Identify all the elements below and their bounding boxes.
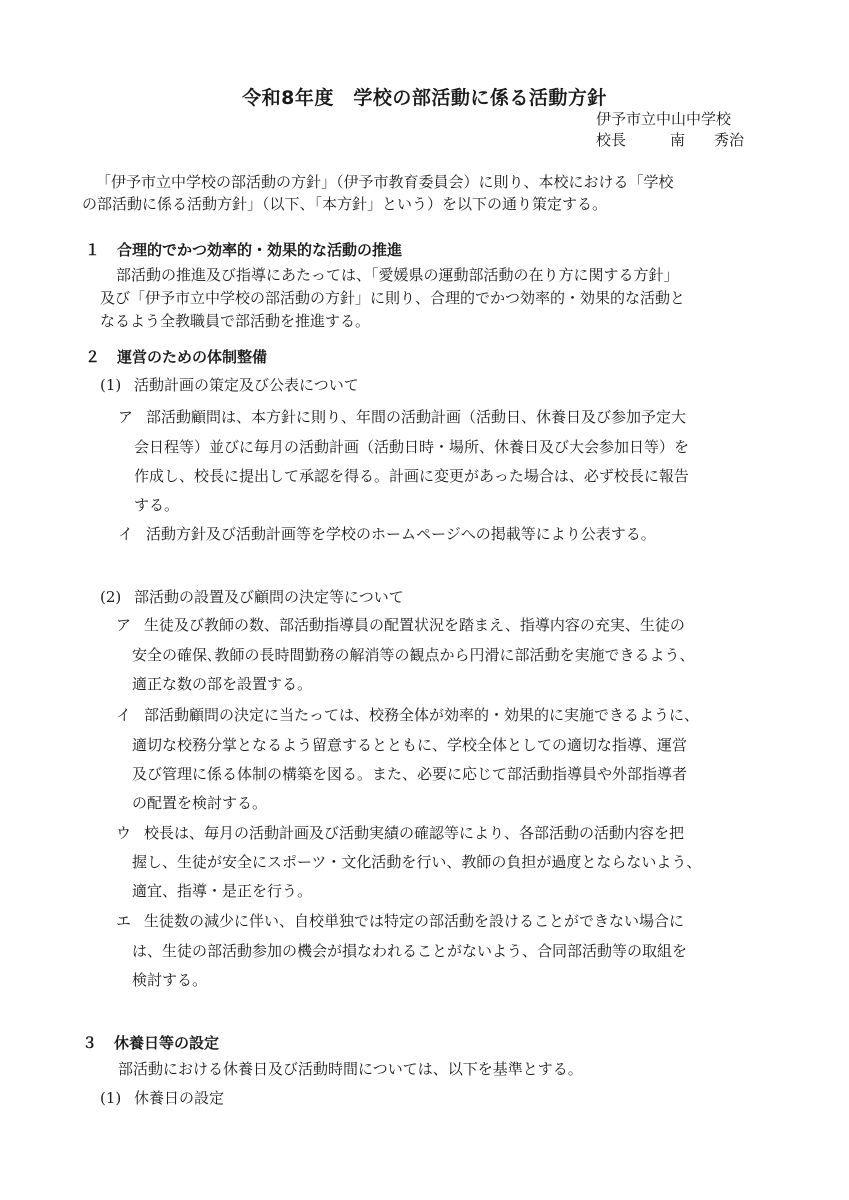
item-2-1-a xyxy=(118,406,686,427)
item-mark: イ xyxy=(118,525,134,543)
section-1-heading xyxy=(85,239,402,260)
subsection-2-2-heading xyxy=(100,586,404,607)
school-name: 伊予市立中山中学校 xyxy=(596,110,732,128)
section-3-text-line: 部活動における休養日及び活動時間については、以下を基準とする。 xyxy=(118,1060,583,1078)
subsection-2-1-heading xyxy=(100,374,359,395)
section-3-heading xyxy=(82,1032,219,1053)
item-text-line: の配置を検討する。 xyxy=(132,794,268,812)
section-title: 休養日等の設定 xyxy=(114,1034,220,1052)
subsection-number: (2) xyxy=(100,588,122,606)
subsection-3-1-heading xyxy=(100,1087,224,1108)
item-text-line: 生徒数の減少に伴い、自校単独では特定の部活動を設けることができない場合に xyxy=(144,912,685,930)
item-2-2-u xyxy=(116,822,684,843)
section-1-text-line: なるよう全教職員で部活動を推進する。 xyxy=(100,312,371,330)
item-text-line: 適宜、指導・是正を行う。 xyxy=(132,882,313,900)
subsection-title: 部活動の設置及び顧問の決定等について xyxy=(134,588,404,606)
principal-family-name: 南 xyxy=(670,131,686,149)
section-number: ２ xyxy=(85,348,101,366)
item-text-line: 会日程等）並びに毎月の活動計画（活動日時・場所、休養日及び大会参加日等）を xyxy=(134,438,690,456)
intro-line: の部活動に係る活動方針」（以下、「本方針」という）を以下の通り策定する。 xyxy=(82,195,608,213)
item-mark: エ xyxy=(116,912,132,930)
subsection-title: 休養日の設定 xyxy=(134,1089,225,1107)
section-number: ３ xyxy=(82,1034,98,1052)
section-title: 運営のための体制整備 xyxy=(117,348,268,366)
principal-given-name: 秀治 xyxy=(714,131,745,149)
item-2-1-i xyxy=(118,523,656,544)
item-2-2-e xyxy=(116,910,684,931)
item-text-line: 適正な数の部を設置する。 xyxy=(132,675,313,693)
principal-signature xyxy=(596,129,744,150)
item-text-line: 作成し、校長に提出して承認を得る。計画に変更があった場合は、必ず校長に報告 xyxy=(134,467,689,485)
item-text-line: する。 xyxy=(134,496,180,514)
item-2-2-i xyxy=(116,704,699,725)
item-text-line: 適切な校務分掌となるよう留意するとともに、学校全体としての適切な指導、運営 xyxy=(132,736,688,754)
item-text-line: 部活動顧問は、本方針に則り、年間の活動計画（活動日、休養日及び参加予定大 xyxy=(146,408,687,426)
item-text-line: は、生徒の部活動参加の機会が損なわれることがないよう、合同部活動等の取組を xyxy=(132,942,688,960)
item-text-line: 活動方針及び活動計画等を学校のホームページへの掲載等により公表する。 xyxy=(146,525,656,543)
item-2-2-a xyxy=(116,614,685,635)
subsection-title: 活動計画の策定及び公表について xyxy=(134,376,359,394)
subsection-number: (1) xyxy=(100,1089,122,1107)
intro-line: 「伊予市立中学校の部活動の方針」（伊予市教育委員会）に則り、本校における「学校 xyxy=(96,173,674,191)
section-2-heading xyxy=(85,346,267,367)
item-mark: イ xyxy=(116,706,132,724)
item-text-line: 生徒及び教師の数、部活動指導員の配置状況を踏まえ、指導内容の充実、生徒の xyxy=(144,616,685,634)
item-text-line: 校長は、毎月の活動計画及び活動実績の確認等により、各部活動の活動内容を把 xyxy=(144,824,685,842)
section-1-text-line: 部活動の推進及び指導にあたっては、「愛媛県の運動部活動の在り方に関する方針」 xyxy=(116,266,679,284)
item-mark: ア xyxy=(116,616,132,634)
principal-role: 校長 xyxy=(596,131,627,149)
subsection-number: (1) xyxy=(100,376,122,394)
item-text-line: 部活動顧問の決定に当たっては、校務全体が効率的・効果的に実施できるように、 xyxy=(144,706,700,724)
section-1-text-line: 及び「伊予市立中学校の部活動の方針」に則り、合理的でかつ効率的・効果的な活動と xyxy=(100,289,686,307)
section-number: １ xyxy=(85,241,101,259)
item-mark: ウ xyxy=(116,824,132,842)
item-mark: ア xyxy=(118,408,134,426)
item-text-line: 検討する。 xyxy=(132,971,208,989)
document-title: 令和8年度 学校の部活動に係る活動方針 xyxy=(242,87,607,109)
item-text-line: 握し、生徒が安全にスポーツ・文化活動を行い、教師の負担が過度とならないよう、 xyxy=(132,853,702,871)
item-text-line: 安全の確保､教師の長時間勤務の解消等の観点から円滑に部活動を実施できるよう、 xyxy=(132,646,695,664)
item-text-line: 及び管理に係る体制の構築を図る。また、必要に応じて部活動指導員や外部指導者 xyxy=(132,765,688,783)
section-title: 合理的でかつ効率的・効果的な活動の推進 xyxy=(117,241,403,259)
